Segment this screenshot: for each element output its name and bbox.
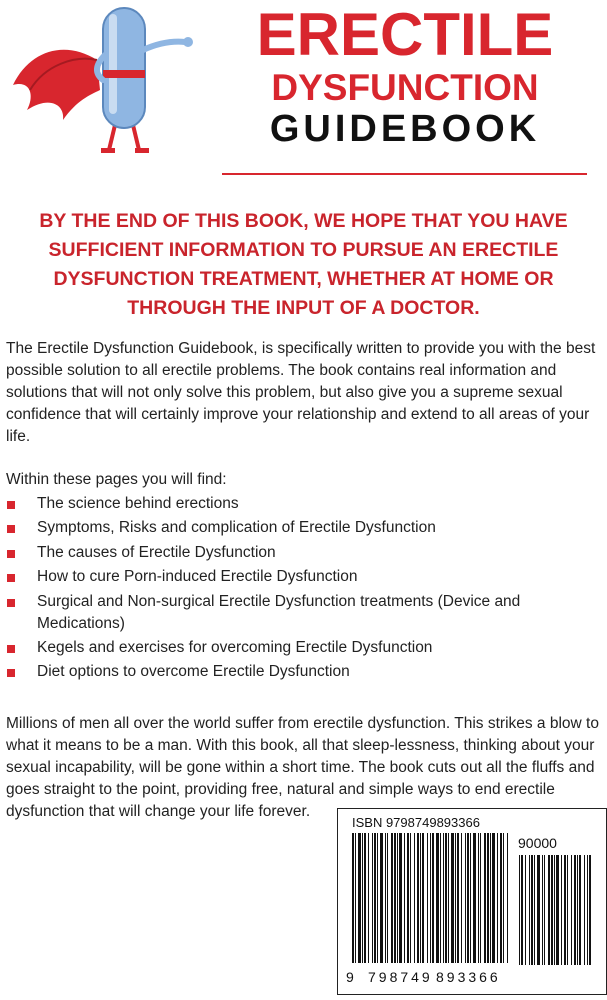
barcode-bar bbox=[492, 833, 495, 963]
bullet-square-icon bbox=[7, 525, 15, 533]
barcode-bar bbox=[417, 833, 419, 963]
headline: BY THE END OF THIS BOOK, WE HOPE THAT YOU HAVE SUFFICIENT INFORMATION TO PURSUE AN ERECTILE DYSFUNCTION TREATMENT, WHETHER AT HOME OR THROUGH THE INPUT OF A DOCTOR. bbox=[39, 210, 568, 319]
barcode-addon-bar bbox=[564, 855, 566, 965]
barcode-addon-bar bbox=[525, 855, 526, 965]
barcode-addon-bar bbox=[574, 855, 576, 965]
barcode-addon-bar bbox=[529, 855, 530, 965]
bullet-square-icon bbox=[7, 645, 15, 653]
barcode-bar bbox=[497, 833, 498, 963]
barcode-addon-bar bbox=[589, 855, 591, 965]
barcode-bar bbox=[397, 833, 398, 963]
list-item-text: The causes of Erectile Dysfunction bbox=[37, 543, 276, 561]
barcode-addon-bar bbox=[531, 855, 533, 965]
barcode-bar bbox=[374, 833, 376, 963]
barcode-bar bbox=[427, 833, 428, 963]
barcode-bar bbox=[445, 833, 447, 963]
barcode-bar bbox=[352, 833, 354, 963]
barcode-bar bbox=[461, 833, 462, 963]
barcode-bar bbox=[364, 833, 366, 963]
list-item bbox=[6, 566, 602, 588]
barcode-bar bbox=[467, 833, 469, 963]
barcode-bar bbox=[362, 833, 363, 963]
feature-list bbox=[6, 493, 602, 686]
superhero-pill-icon bbox=[5, 0, 205, 180]
barcode-bar bbox=[368, 833, 369, 963]
barcode-bar bbox=[487, 833, 489, 963]
barcode-bar bbox=[394, 833, 396, 963]
barcode-bar bbox=[455, 833, 456, 963]
barcode-addon-bar bbox=[556, 855, 559, 965]
barcode-addon-bar bbox=[542, 855, 543, 965]
intro-paragraph: The Erectile Dysfunction Guidebook, is specifically written to provide you with the best possible solution to all erectile problems. The book contains real information and solutions that will not only solve this problem, but also give you a supreme sexual confidence that will certainly improve your relationship and extend to all areas of your life. bbox=[6, 340, 596, 445]
barcode-bar bbox=[432, 833, 434, 963]
barcode-bar bbox=[457, 833, 459, 963]
barcode-addon-bar bbox=[551, 855, 553, 965]
barcode-bar bbox=[500, 833, 502, 963]
barcode-addon: 90000 bbox=[518, 835, 557, 851]
isbn-label: ISBN 9798749893366 bbox=[352, 815, 480, 830]
barcode-bar bbox=[387, 833, 388, 963]
barcode-bar bbox=[443, 833, 444, 963]
list-item bbox=[6, 637, 602, 659]
list-item-text: The science behind erections bbox=[37, 495, 239, 512]
list-item bbox=[6, 542, 602, 564]
barcode-addon-bar bbox=[544, 855, 545, 965]
bullet-square-icon bbox=[7, 550, 15, 558]
barcode-addon-bar bbox=[571, 855, 572, 965]
barcode-bar bbox=[465, 833, 466, 963]
barcode-bar bbox=[422, 833, 424, 963]
barcode-digits-group2: 893366 bbox=[436, 969, 501, 985]
list-item bbox=[6, 591, 602, 635]
barcode-bar bbox=[377, 833, 378, 963]
isbn-barcode bbox=[337, 808, 607, 995]
barcode-bar bbox=[490, 833, 491, 963]
barcode-bar bbox=[430, 833, 431, 963]
list-item bbox=[6, 517, 602, 539]
barcode-bar bbox=[478, 833, 479, 963]
barcode-bar bbox=[420, 833, 421, 963]
list-item-text: How to cure Porn-induced Erectile Dysfunction bbox=[37, 568, 358, 586]
barcode-bar bbox=[391, 833, 393, 963]
list-item-text: Diet options to overcome Erectile Dysfunction bbox=[37, 663, 350, 681]
barcode-bar bbox=[470, 833, 471, 963]
barcode-bar bbox=[507, 833, 508, 963]
cover-title-line3: GUIDEBOOK bbox=[269, 108, 541, 150]
barcode-digit-lead: 9 bbox=[346, 969, 354, 985]
barcode-bar bbox=[440, 833, 441, 963]
barcode-bar bbox=[407, 833, 409, 963]
barcode-bar bbox=[436, 833, 439, 963]
barcode-bar bbox=[355, 833, 356, 963]
barcode-bar bbox=[451, 833, 454, 963]
closing-paragraph: Millions of men all over the world suffer from erectile dysfunction. This strikes a blow to what it means to be a man. With this book, all that sleep-lessness, thinking about your sexual incapability, will be gone within a short time. The book cuts out all the fluffs and goes straight to the point, providing free, natural and simple ways to end erectile dysfunction that will change your life forever. bbox=[6, 715, 599, 820]
barcode-bar bbox=[380, 833, 383, 963]
barcode-bar bbox=[358, 833, 361, 963]
list-item bbox=[6, 493, 602, 515]
bullet-square-icon bbox=[7, 669, 15, 677]
barcode-addon-bar bbox=[584, 855, 585, 965]
barcode-bar bbox=[404, 833, 405, 963]
barcode-bar bbox=[473, 833, 476, 963]
barcode-addon-bar bbox=[587, 855, 588, 965]
barcode-bar bbox=[480, 833, 481, 963]
list-item bbox=[6, 661, 602, 683]
list-item-text: Kegels and exercises for overcoming Erectile Dysfunction bbox=[37, 638, 433, 656]
bullet-square-icon bbox=[7, 599, 15, 607]
barcode-bar bbox=[399, 833, 402, 963]
list-lead: Within these pages you will find: bbox=[6, 471, 227, 488]
barcode-addon-bar bbox=[537, 855, 540, 965]
barcode-addon-bar bbox=[579, 855, 581, 965]
barcode-bars bbox=[348, 833, 598, 968]
cover-title-line1: ERECTILE bbox=[256, 1, 554, 68]
barcode-digits-group1: 798749 bbox=[368, 969, 433, 985]
barcode-addon-bar bbox=[534, 855, 535, 965]
barcode-bar bbox=[503, 833, 504, 963]
header-divider bbox=[222, 173, 587, 175]
barcode-addon-bar bbox=[561, 855, 562, 965]
barcode-bar bbox=[385, 833, 386, 963]
barcode-addon-bar bbox=[548, 855, 550, 965]
bullet-square-icon bbox=[7, 501, 15, 509]
barcode-addon-bar bbox=[554, 855, 555, 965]
list-item-text: Symptoms, Risks and complication of Erectile Dysfunction bbox=[37, 519, 436, 537]
bullet-square-icon bbox=[7, 574, 15, 582]
barcode-addon-bar bbox=[521, 855, 523, 965]
barcode-addon-bar bbox=[577, 855, 578, 965]
barcode-bar bbox=[372, 833, 373, 963]
barcode-addon-bar bbox=[567, 855, 568, 965]
barcode-addon-bar bbox=[519, 855, 520, 965]
barcode-bar bbox=[448, 833, 449, 963]
barcode-bar bbox=[414, 833, 415, 963]
barcode-bar bbox=[410, 833, 411, 963]
cover-title-line2: DYSFUNCTION bbox=[271, 67, 539, 108]
list-item-text: Surgical and Non-surgical Erectile Dysfunction treatments (Device and Medications) bbox=[37, 592, 521, 632]
barcode-bar bbox=[484, 833, 486, 963]
